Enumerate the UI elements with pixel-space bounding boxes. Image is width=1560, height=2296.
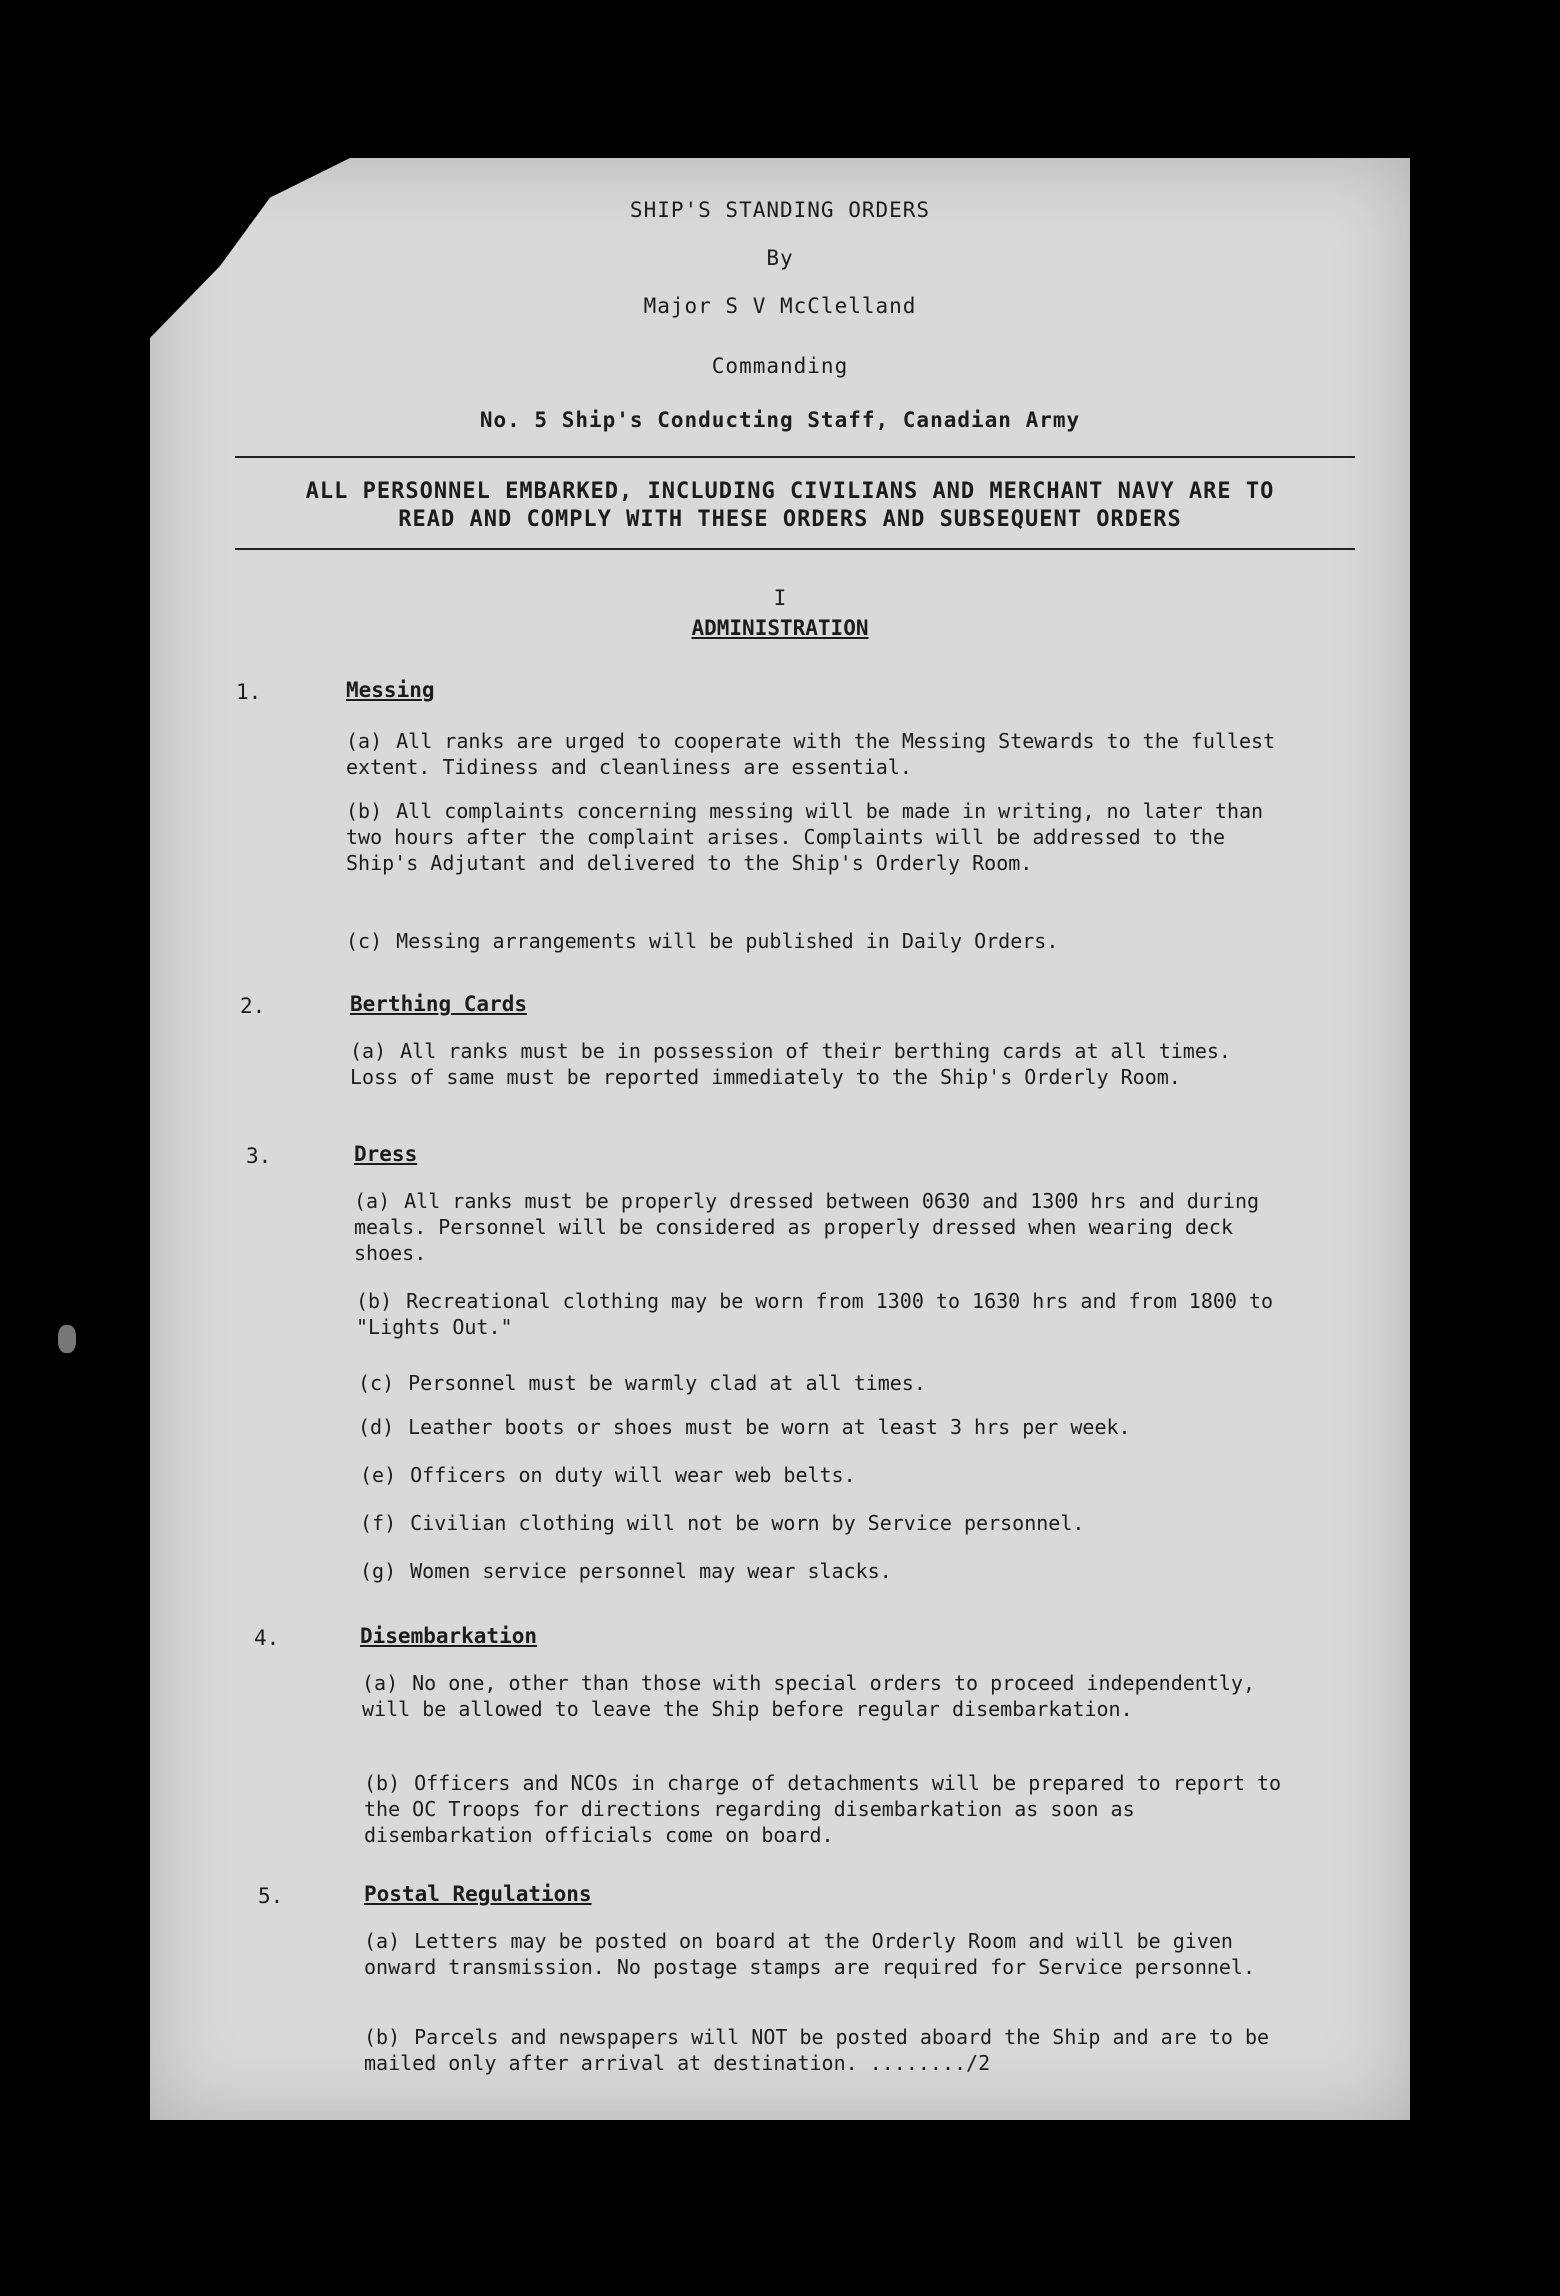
paragraph: (a) All ranks must be properly dressed between 0630 and 1300 hrs and during meals. Personnel will be considered as properly dressed when wearing deck shoes. — [354, 1189, 1260, 1265]
item-heading: Dress — [354, 1142, 418, 1166]
item-heading: Postal Regulations — [364, 1882, 592, 1906]
item-number: 2. — [240, 994, 266, 1018]
item-heading: Messing — [346, 678, 435, 702]
paragraph: (g) Women service personnel may wear slacks. — [360, 1559, 892, 1583]
top-rule — [235, 456, 1355, 458]
paragraph: (e) Officers on duty will wear web belts. — [360, 1463, 856, 1487]
item-number: 4. — [254, 1626, 280, 1650]
author-role: Commanding — [711, 354, 849, 378]
item-number: 5. — [258, 1884, 284, 1908]
section-title: ADMINISTRATION — [691, 616, 869, 640]
paragraph: (b) Parcels and newspapers will NOT be posted aboard the Ship and are to be mailed only after arrival at destination. ......../2 — [364, 2025, 1270, 2075]
item-heading: Disembarkation — [360, 1624, 538, 1648]
paragraph: (a) All ranks are urged to cooperate with the Messing Stewards to the fullest extent. Tidiness and cleanliness are essential. — [346, 729, 1276, 779]
notice-banner — [210, 478, 1370, 534]
item-heading: Berthing Cards — [350, 992, 528, 1016]
notice-line-2: READ AND COMPLY WITH THESE ORDERS AND SUBSEQUENT ORDERS — [398, 507, 1182, 532]
document-title: SHIP'S STANDING ORDERS — [629, 198, 931, 222]
paragraph: (c) Personnel must be warmly clad at all times. — [358, 1371, 926, 1395]
item-number: 3. — [246, 1144, 272, 1168]
paragraph: (a) Letters may be posted on board at the Orderly Room and will be given onward transmission. No postage stamps are required for Service personnel. — [364, 1929, 1256, 1979]
notice-line-1: ALL PERSONNEL EMBARKED, INCLUDING CIVILIANS AND MERCHANT NAVY ARE TO — [305, 479, 1275, 504]
scan-smudge — [58, 1325, 76, 1353]
paragraph: (a) No one, other than those with special orders to proceed independently, will be allowed to leave the Ship before regular disembarkation. — [362, 1671, 1255, 1721]
item-number: 1. — [236, 680, 262, 704]
document-page — [150, 158, 1410, 2120]
unit-name: No. 5 Ship's Conducting Staff, Canadian Army — [479, 408, 1081, 432]
paragraph: (b) Officers and NCOs in charge of detachments will be prepared to report to the OC Troops for directions regarding disembarkation as soon as disembarkation officials come on board. — [364, 1771, 1282, 1847]
paragraph: (b) Recreational clothing may be worn from 1300 to 1630 hrs and from 1800 to "Lights Out." — [356, 1289, 1274, 1339]
section-numeral: I — [773, 586, 787, 610]
paragraph: (c) Messing arrangements will be published in Daily Orders. — [346, 929, 1059, 953]
paragraph: (b) All complaints concerning messing will be made in writing, no later than two hours after the complaint arises. Complaints will be addressed to the Ship's Adjutant and delivered to the Ship's Orderly Room. — [346, 799, 1264, 875]
bottom-rule — [235, 548, 1355, 550]
author-name: Major S V McClelland — [643, 294, 917, 318]
paragraph: (f) Civilian clothing will not be worn by Service personnel. — [360, 1511, 1085, 1535]
paragraph: (d) Leather boots or shoes must be worn at least 3 hrs per week. — [358, 1415, 1131, 1439]
paragraph: (a) All ranks must be in possession of their berthing cards at all times. Loss of same must be reported immediately to the Ship's Orderly Room. — [350, 1039, 1231, 1089]
byline-by: By — [766, 246, 794, 270]
